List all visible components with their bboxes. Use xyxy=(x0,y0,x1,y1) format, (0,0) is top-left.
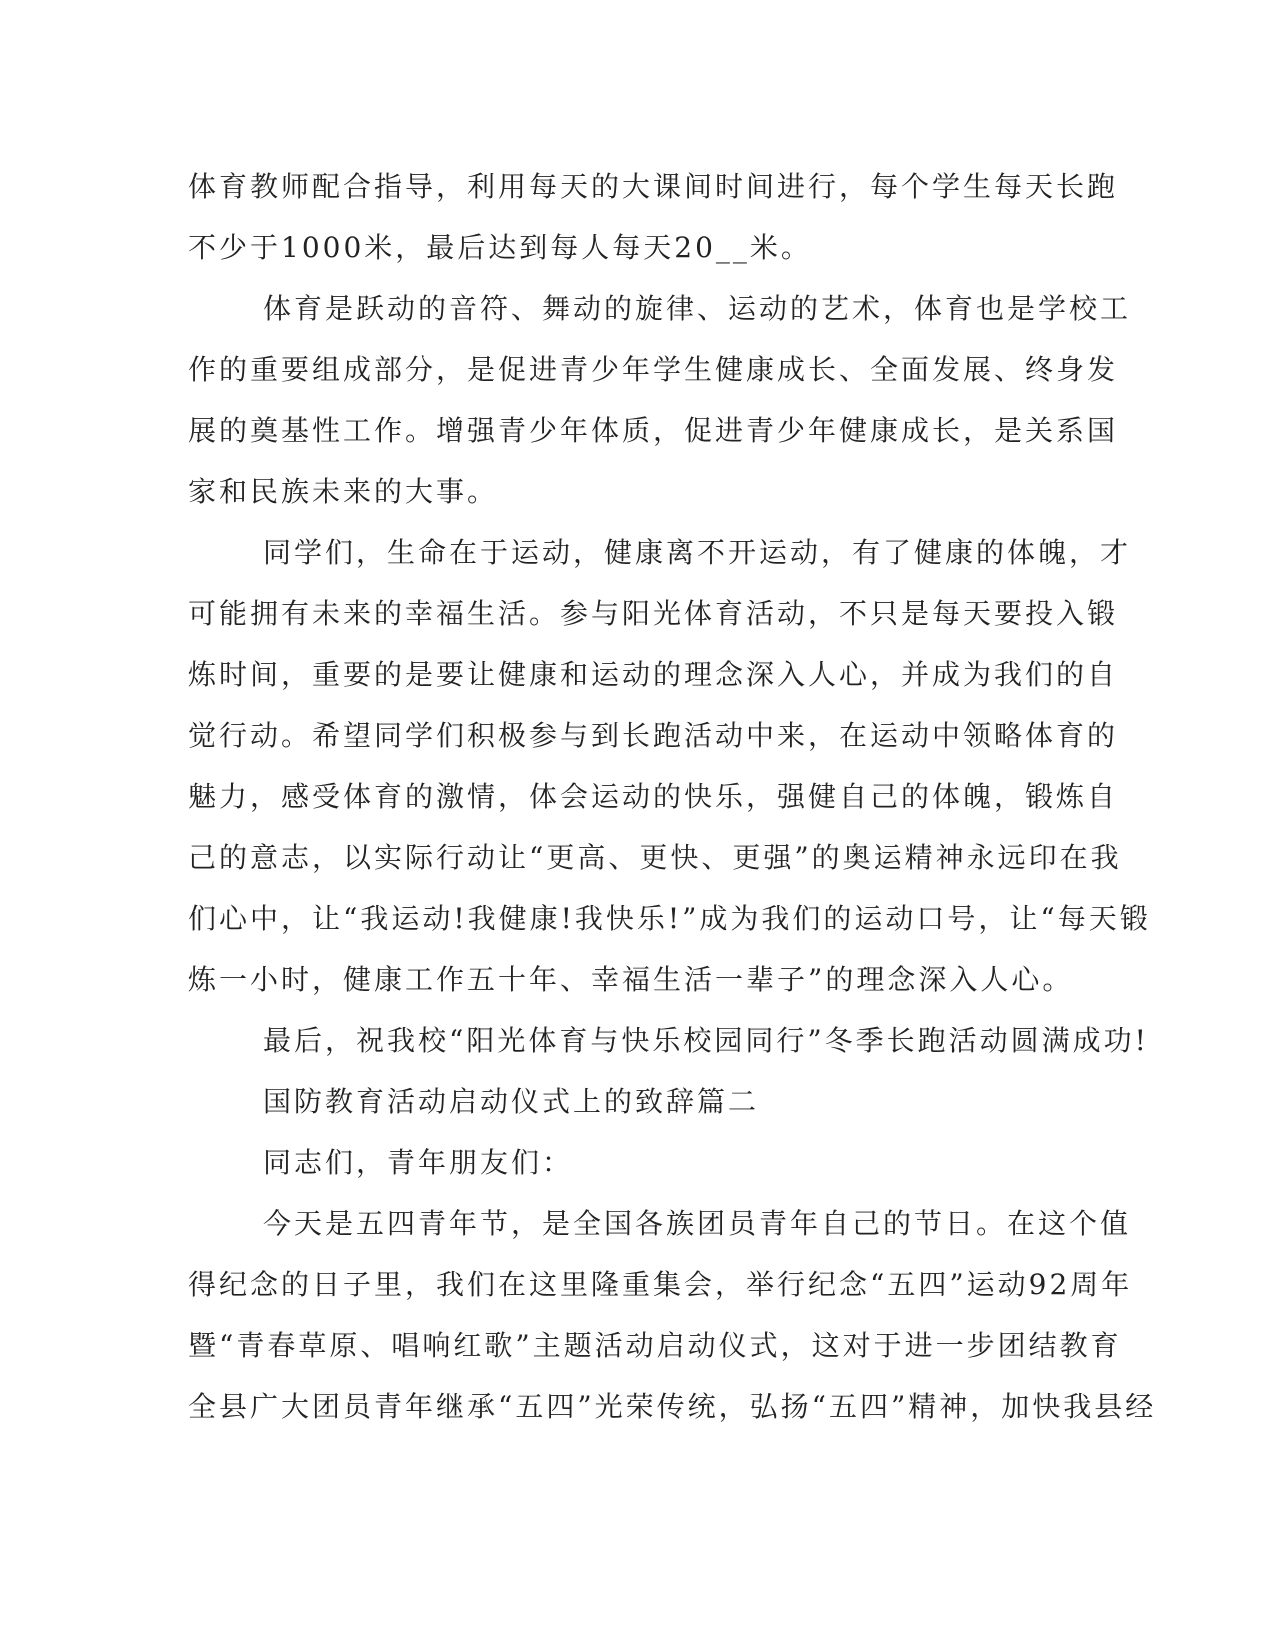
text-line: 全县广大团员青年继承“五四”光荣传统，弘扬“五四”精神，加快我县经 xyxy=(188,1390,1157,1423)
paragraph-start-line: 体育是跃动的音符、舞动的旋律、运动的艺术，体育也是学校工 xyxy=(263,292,1132,325)
text-line: 暨“青春草原、唱响红歌”主题活动启动仪式，这对于进一步团结教育 xyxy=(188,1329,1122,1362)
text-line: 炼一小时，健康工作五十年、幸福生活一辈子”的理念深入人心。 xyxy=(188,963,1074,996)
text-line: 展的奠基性工作。增强青少年体质，促进青少年健康成长，是关系国 xyxy=(188,414,1119,447)
text-line: 们心中，让“我运动!我健康!我快乐!”成为我们的运动口号，让“每天锻 xyxy=(188,902,1151,935)
text-line: 炼时间，重要的是要让健康和运动的理念深入人心，并成为我们的自 xyxy=(188,658,1119,691)
text-line: 己的意志，以实际行动让“更高、更快、更强”的奥运精神永远印在我 xyxy=(188,841,1122,874)
text-line: 魅力，感受体育的激情，体会运动的快乐，强健自己的体魄，锻炼自 xyxy=(188,780,1119,813)
text-line: 可能拥有未来的幸福生活。参与阳光体育活动，不只是每天要投入锻 xyxy=(188,597,1119,630)
text-line: 体育教师配合指导，利用每天的大课间时间进行，每个学生每天长跑 xyxy=(188,170,1119,203)
text-line: 作的重要组成部分，是促进青少年学生健康成长、全面发展、终身发 xyxy=(188,353,1119,386)
text-line: 家和民族未来的大事。 xyxy=(188,475,499,508)
text-line: 觉行动。希望同学们积极参与到长跑活动中来，在运动中领略体育的 xyxy=(188,719,1119,752)
section-title: 国防教育活动启动仪式上的致辞篇二 xyxy=(263,1085,760,1118)
closing-line: 最后，祝我校“阳光体育与快乐校园同行”冬季长跑活动圆满成功! xyxy=(263,1024,1149,1057)
document-body xyxy=(188,156,1157,1437)
text-line: 不少于1000米，最后达到每人每天20__米。 xyxy=(188,231,812,264)
paragraph-start-line: 同学们，生命在于运动，健康离不开运动，有了健康的体魄，才 xyxy=(263,536,1132,569)
salutation: 同志们，青年朋友们： xyxy=(263,1146,574,1179)
text-line: 得纪念的日子里，我们在这里隆重集会，举行纪念“五四”运动92周年 xyxy=(188,1268,1133,1301)
paragraph-start-line: 今天是五四青年节，是全国各族团员青年自己的节日。在这个值 xyxy=(263,1207,1132,1240)
